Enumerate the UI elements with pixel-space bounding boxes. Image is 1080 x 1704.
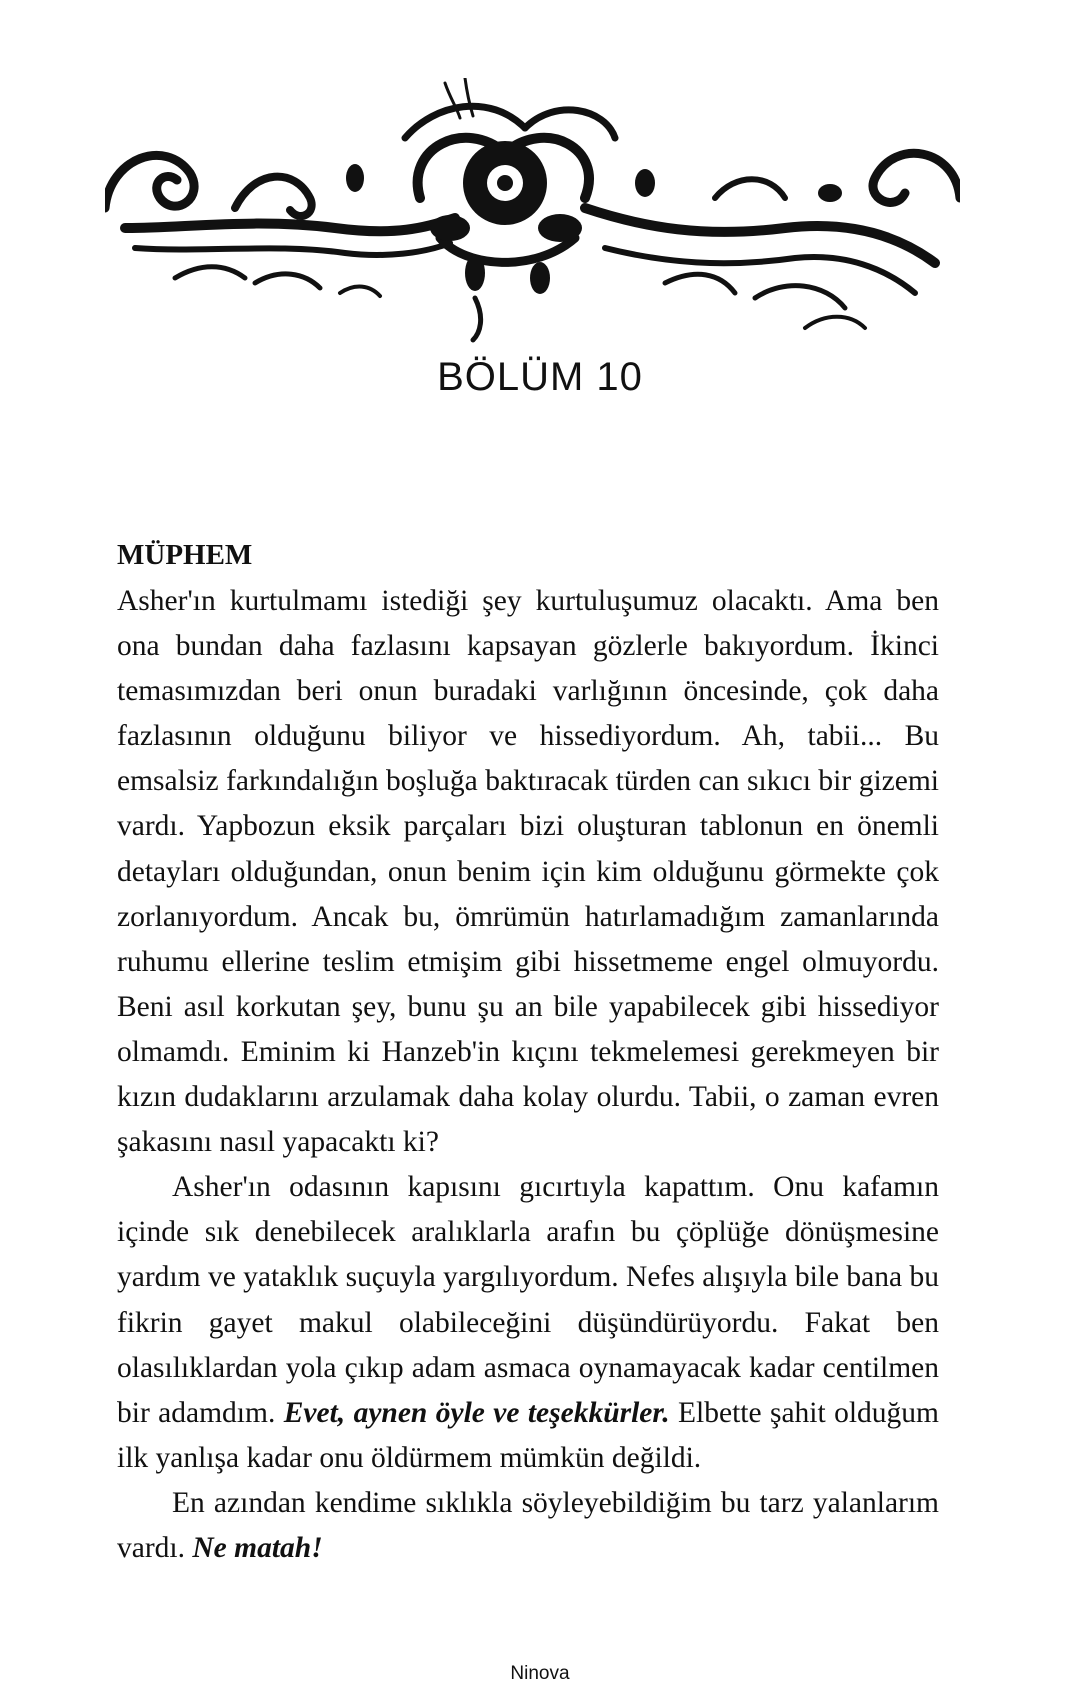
paragraph-2 — [117, 1165, 939, 1481]
publisher-footer: Ninova — [510, 1663, 570, 1684]
paragraph-2-emphasis: Evet, aynen öyle ve teşekkürler. — [283, 1396, 670, 1429]
paragraph-3-text-before: En azından kendime sıklıkla söyleyebildiğim bu tarz yalanlarım vardı. — [117, 1486, 939, 1564]
paragraph-2-text-before: Asher'ın odasının kapısını gıcırtıyla kapattım. Onu kafamın içinde sık denebilecek aralıklarla arafın bu çöplüğe dönüşmesine yardım ve yataklık suçuyla yargılıyordum. Nefes alışıyla bile bana bu fikrin gayet makul olabileceğini düşündürüyordu. Fakat ben olasılıklardan yola çıkıp adam asmaca oynamayacak kadar centilmen bir adamdım. — [117, 1171, 939, 1429]
section-title: MÜPHEM — [117, 539, 253, 571]
floral-ornament — [105, 78, 960, 343]
paragraph-3 — [117, 1481, 939, 1571]
chapter-title: BÖLÜM 10 — [437, 355, 643, 399]
paragraph-2-text-after: Elbette şahit olduğum ilk yanlışa kadar onu öldürmem mümkün değildi. — [117, 1396, 939, 1474]
chapter-body — [117, 535, 939, 1571]
paragraph-3-emphasis: Ne matah! — [192, 1531, 323, 1564]
paragraph-1: Asher'ın kurtulmamı istediği şey kurtuluşumuz olacaktı. Ama ben ona bundan daha fazlasını kapsayan gözlerle bakıyordum. İkinci temasımızdan beri onun buradaki varlığının öncesinde, çok daha fazlasının olduğunu biliyor ve hissediyordum. Ah, tabii... Bu emsalsiz farkındalığın boşluğa baktıracak türden can sıkıcı bir gizemi vardı. Yapbozun eksik parçaları bizi oluşturan tablonun en önemli detayları olduğundan, onun benim için kim olduğunu görmekte çok zorlanıyordum. Ancak bu, ömrümün hatırlamadığım zamanlarında ruhumu ellerine teslim etmişim gibi hissetmeme engel olmuyordu. Beni asıl korkutan şey, bunu şu an bile yapabilecek gibi hissediyor olmamdı. Eminim ki Hanzeb'in kıçını tekmelemesi gerekmeyen bir kızın dudaklarını arzulamak daha kolay olurdu. Tabii, o zaman evren şakasını nasıl yapacaktı ki? — [117, 585, 939, 1159]
